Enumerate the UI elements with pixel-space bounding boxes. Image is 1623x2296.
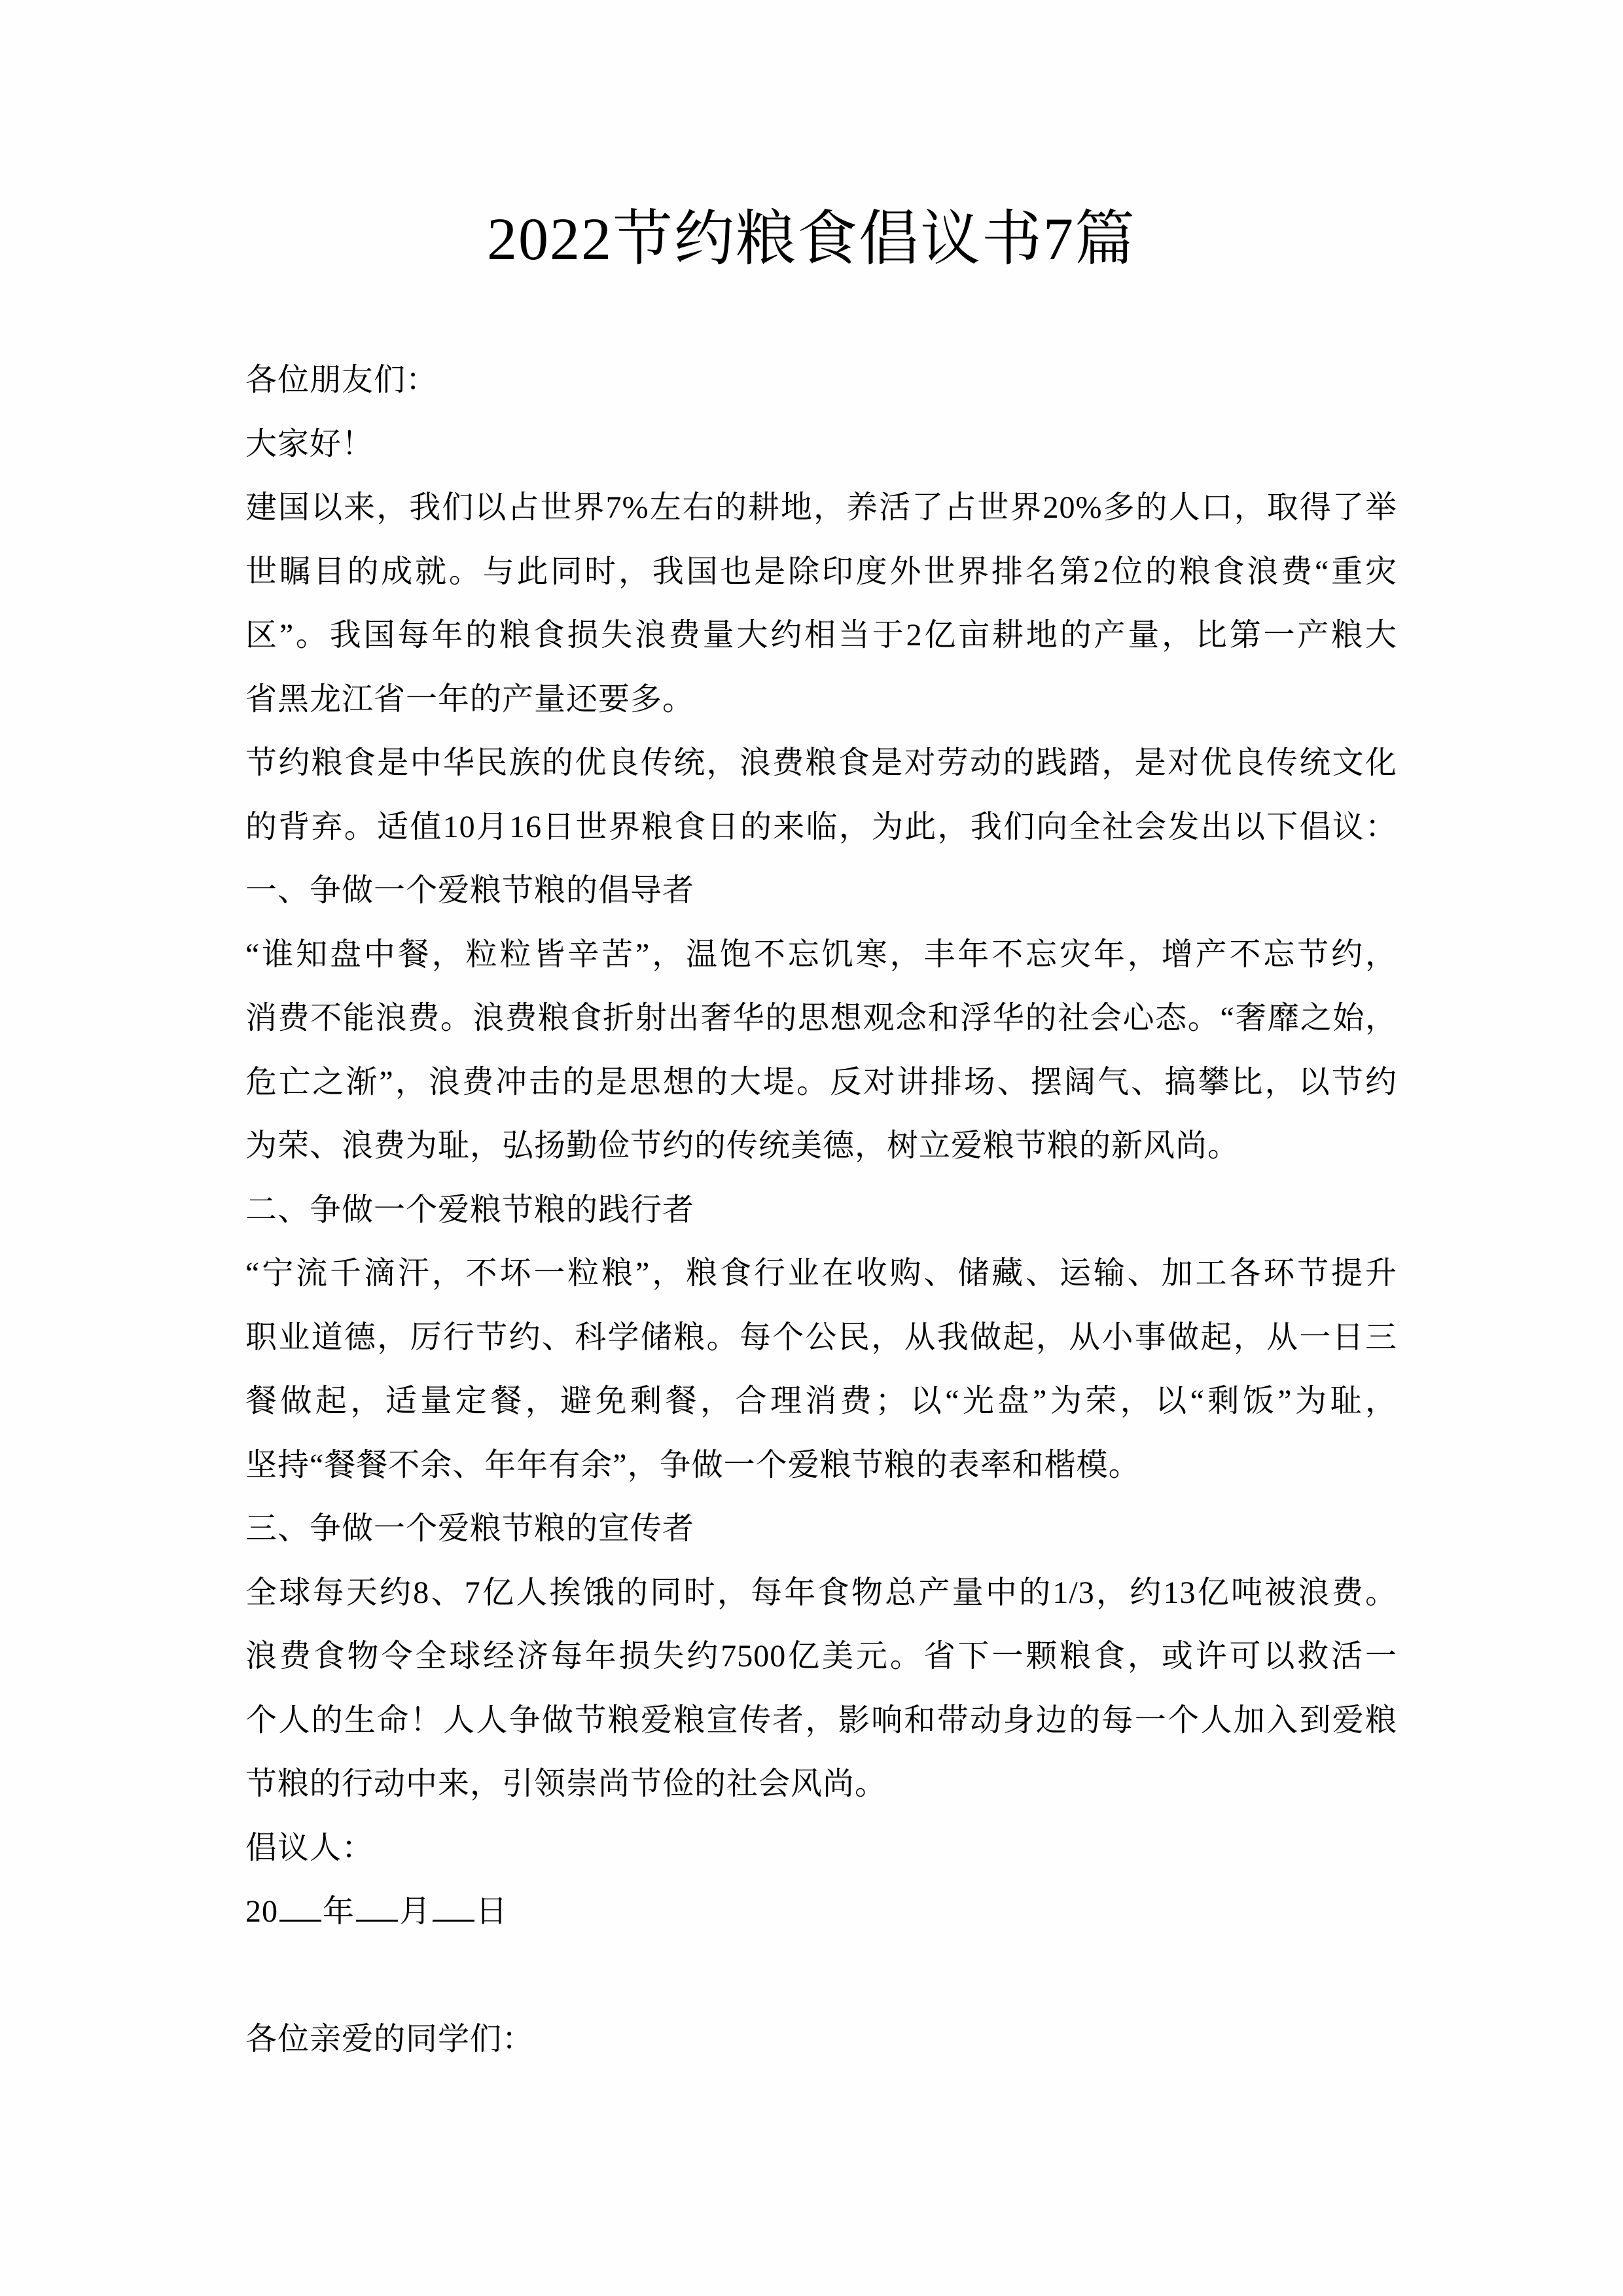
- paragraph-line: “谁知盘中餐，粒粒皆辛苦”，温饱不忘饥寒，丰年不忘灾年，增产不忘节约，: [245, 937, 1397, 972]
- paragraph-line: 坚持“餐餐不余、年年有余”，争做一个爱粮节粮的表率和楷模。: [245, 1447, 1141, 1482]
- paragraph-line: 消费不能浪费。浪费粮食折射出奢华的思想观念和浮华的社会心态。“奢靡之始，: [245, 1001, 1397, 1035]
- paragraph-line: 浪费食物令全球经济每年损失约7500亿美元。省下一颗粮食，或许可以救活一: [245, 1639, 1397, 1674]
- day-blank: [433, 1893, 474, 1922]
- paragraph-line: “宁流千滴汗，不坏一粒粮”，粮食行业在收购、储藏、运输、加工各环节提升: [245, 1256, 1397, 1291]
- paragraph-line: 节约粮食是中华民族的优良传统，浪费粮食是对劳动的践踏，是对优良传统文化: [245, 745, 1397, 780]
- paragraph-line: 职业道德，厉行节约、科学储粮。每个公民，从我做起，从小事做起，从一日三: [245, 1319, 1397, 1355]
- document-body: [245, 357, 1397, 2080]
- section-promoter: [245, 1505, 1397, 1825]
- date-line: [245, 1888, 1397, 1952]
- paragraph-line: 节粮的行动中来，引领崇尚节俭的社会风尚。: [245, 1767, 887, 1801]
- date-day-label: 日: [476, 1894, 508, 1929]
- section-practitioner: [245, 1187, 1397, 1506]
- year-blank: [279, 1893, 321, 1922]
- paragraph-line: 危亡之渐”，浪费冲击的是思想的大堤。反对讲排场、摆阔气、搞攀比，以节约: [245, 1064, 1397, 1100]
- salutation: 各位朋友们：: [245, 363, 438, 397]
- intro-paragraph: [245, 484, 1397, 740]
- paragraph-line: 餐做起，适量定餐，避免剩餐，合理消费；以“光盘”为荣，以“剩饭”为耻，: [245, 1384, 1397, 1418]
- second-letter-salutation: 各位亲爱的同学们：: [245, 2022, 535, 2056]
- section-heading: 一、争做一个爱粮节粮的倡导者: [245, 873, 695, 908]
- section-heading: 二、争做一个爱粮节粮的践行者: [245, 1192, 695, 1227]
- paragraph-line: 全球每天约8、7亿人挨饿的同时，每年食物总产量中的1/3，约13亿吨被浪费。: [245, 1575, 1397, 1610]
- paragraph-line: 的背弃。适值10月16日世界粮食日的来临，为此，我们向全社会发出以下倡议：: [245, 809, 1397, 844]
- paragraph-line: 世瞩目的成就。与此同时，我国也是除印度外世界排名第2位的粮食浪费“重灾: [245, 554, 1397, 589]
- month-blank: [356, 1893, 398, 1922]
- section-advocate: [245, 867, 1397, 1187]
- section-heading: 三、争做一个爱粮节粮的宣传者: [245, 1511, 695, 1546]
- signature-label: 倡议人：: [245, 1830, 374, 1865]
- section-spacer: [245, 1952, 1397, 2017]
- date-month-label: 月: [399, 1894, 432, 1929]
- date-prefix: 20: [245, 1894, 278, 1929]
- paragraph-line: 建国以来，我们以占世界7%左右的耕地，养活了占世界20%多的人口，取得了举: [245, 490, 1397, 525]
- greeting: 大家好！: [245, 426, 374, 461]
- paragraph-line: 区”。我国每年的粮食损失浪费量大约相当于2亿亩耕地的产量，比第一产粮大: [245, 618, 1397, 653]
- document-title: 2022节约粮食倡议书7篇: [486, 206, 1136, 272]
- paragraph-line: 个人的生命！人人争做节粮爱粮宣传者，影响和带动身边的每一个人加入到爱粮: [245, 1702, 1397, 1738]
- paragraph-line: 为荣、浪费为耻，弘扬勤俭节约的传统美德，树立爱粮节粮的新风尚。: [245, 1128, 1240, 1163]
- tradition-paragraph: [245, 740, 1397, 867]
- date-year-label: 年: [323, 1894, 355, 1929]
- paragraph-line: 省黑龙江省一年的产量还要多。: [245, 681, 695, 717]
